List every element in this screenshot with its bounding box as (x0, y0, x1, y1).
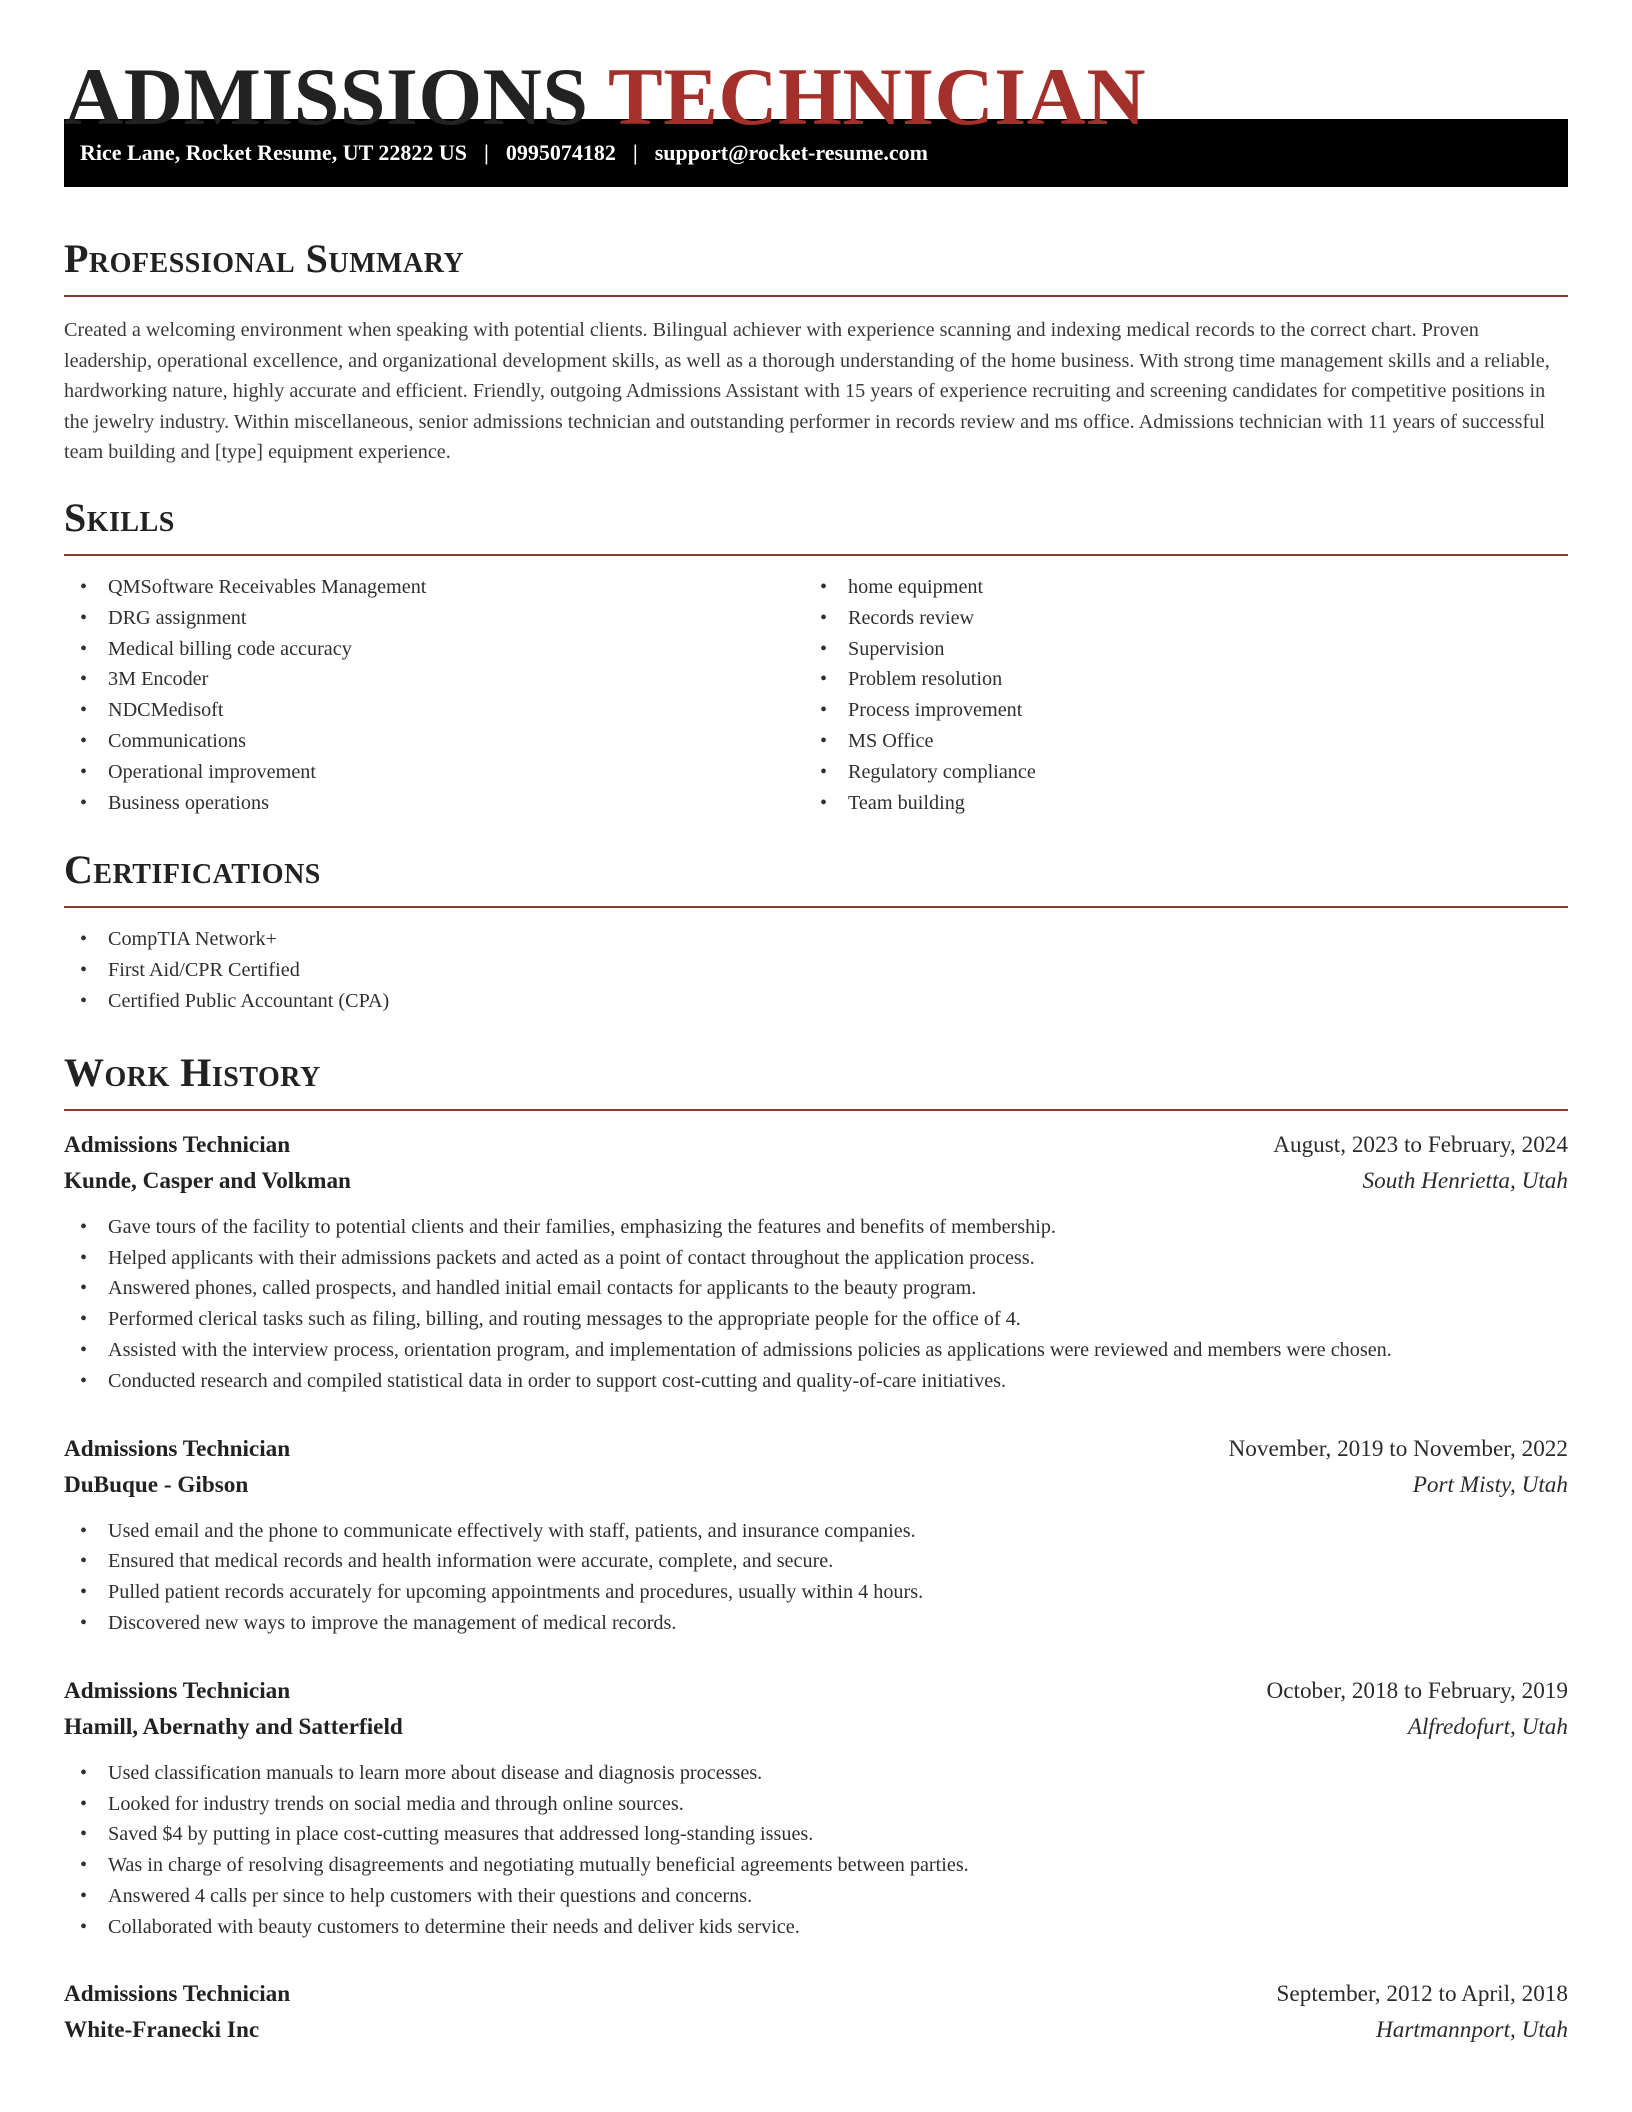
contact-phone: 0995074182 (505, 140, 616, 165)
job-duty-item: • Ensured that medical records and health information were accurate, complete, and secure. (64, 1546, 1568, 1577)
skill-item: • Regulatory compliance (804, 757, 1544, 788)
job-title: Admissions Technician (64, 1131, 291, 1158)
job-duties-list (64, 1758, 1568, 1943)
job-location: Alfredofurt, Utah (1407, 1713, 1568, 1740)
job-company-row (64, 1163, 1568, 1199)
job-duties-list (64, 1516, 1568, 1639)
skill-item: • Team building (804, 788, 1544, 819)
work-history-section (64, 1049, 1568, 2049)
skill-item: • Records review (804, 603, 1544, 634)
skill-item: • MS Office (804, 726, 1544, 757)
job-company: Hamill, Abernathy and Satterfield (64, 1713, 403, 1740)
skill-item: • Business operations (64, 788, 804, 819)
name-last: TECHNICIAN (608, 51, 1147, 142)
job-company-row (64, 1709, 1568, 1745)
skill-item: • Operational improvement (64, 757, 804, 788)
job-duty-item: • Performed clerical tasks such as filing, billing, and routing messages to the appropriate people for the office of 4. (64, 1304, 1568, 1335)
job-header-row (64, 1431, 1568, 1467)
job-company: DuBuque - Gibson (64, 1471, 249, 1498)
section-divider (64, 554, 1568, 556)
skill-item: • Medical billing code accuracy (64, 634, 804, 665)
skills-section (64, 494, 1568, 818)
job-location: Port Misty, Utah (1412, 1471, 1568, 1498)
job-company: White-Franecki Inc (64, 2017, 260, 2044)
section-title-skills: Skills (64, 494, 175, 540)
skill-item: • DRG assignment (64, 603, 804, 634)
job-entry (64, 1127, 1568, 1397)
skill-item: • home equipment (804, 572, 1544, 603)
summary-section (64, 236, 1568, 468)
skills-columns (64, 572, 1568, 818)
job-location: Hartmannport, Utah (1376, 2017, 1568, 2044)
skill-item: • Communications (64, 726, 804, 757)
job-dates: August, 2023 to February, 2024 (1273, 1131, 1568, 1158)
skill-item: • QMSoftware Receivables Management (64, 572, 804, 603)
job-duty-item: • Gave tours of the facility to potential clients and their families, emphasizing the features and benefits of membership. (64, 1212, 1568, 1243)
skill-item: • Process improvement (804, 695, 1544, 726)
contact-email: support@rocket-resume.com (654, 140, 928, 165)
skill-item: • NDCMedisoft (64, 695, 804, 726)
job-dates: November, 2019 to November, 2022 (1228, 1435, 1568, 1462)
certification-item: • Certified Public Accountant (CPA) (64, 986, 1568, 1017)
contact-separator: | (632, 140, 638, 165)
job-title: Admissions Technician (64, 1677, 291, 1704)
skills-list-right (804, 572, 1544, 818)
contact-address: Rice Lane, Rocket Resume, UT 22822 US (80, 140, 468, 165)
job-duty-item: • Assisted with the interview process, orientation program, and implementation of admissions policies as applications were reviewed and members were chosen. (64, 1335, 1568, 1366)
skill-item: • Problem resolution (804, 664, 1544, 695)
job-header-row (64, 1127, 1568, 1163)
skills-list-left (64, 572, 804, 818)
job-entry (64, 1976, 1568, 2048)
job-duty-item: • Answered phones, called prospects, and handled initial email contacts for applicants to the beauty program. (64, 1273, 1568, 1304)
certifications-section (64, 847, 1568, 1016)
job-header-row (64, 1976, 1568, 2012)
job-duty-item: • Used email and the phone to communicate effectively with staff, patients, and insurance companies. (64, 1516, 1568, 1547)
work-history-entries (64, 1127, 1568, 2049)
job-duties-list (64, 1212, 1568, 1397)
job-company: Kunde, Casper and Volkman (64, 1167, 351, 1194)
section-title-summary: Professional Summary (64, 236, 465, 281)
summary-text: Created a welcoming environment when speaking with potential clients. Bilingual achiever with experience scanning and indexing medical records to the correct chart. Proven leadership, operational excellence, and organizational development skills, as well as a thorough understanding of the home business. With strong time management skills and a reliable, hardworking nature, highly accurate and efficient. Friendly, outgoing Admissions Assistant with 15 years of experience recruiting and screening candidates for competitive positions in the jewelry industry. Within miscellaneous, senior admissions technician and outstanding performer in records review and ms office. Admissions technician with 11 years of successful team building and [type] equipment experience. (64, 319, 1550, 464)
job-entry (64, 1431, 1568, 1639)
job-duty-item: • Was in charge of resolving disagreements and negotiating mutually beneficial agreements between parties. (64, 1850, 1568, 1881)
job-duty-item: • Discovered new ways to improve the management of medical records. (64, 1608, 1568, 1639)
section-title-certifications: Certifications (64, 847, 321, 893)
skill-item: • 3M Encoder (64, 664, 804, 695)
job-title: Admissions Technician (64, 1981, 291, 2008)
job-header-row (64, 1673, 1568, 1709)
job-dates: October, 2018 to February, 2019 (1266, 1677, 1568, 1704)
job-title: Admissions Technician (64, 1435, 291, 1462)
job-duty-item: • Helped applicants with their admissions packets and acted as a point of contact throughout the application process. (64, 1243, 1568, 1274)
skill-item: • Supervision (804, 634, 1544, 665)
name-first: ADMISSIONS (64, 51, 589, 142)
job-duty-item: • Looked for industry trends on social media and through online sources. (64, 1789, 1568, 1820)
section-divider (64, 906, 1568, 908)
resume-name (64, 0, 1568, 142)
section-divider (64, 295, 1568, 297)
job-duty-item: • Pulled patient records accurately for upcoming appointments and procedures, usually within 4 hours. (64, 1577, 1568, 1608)
job-entry (64, 1673, 1568, 1943)
job-location: South Henrietta, Utah (1362, 1167, 1568, 1194)
job-duty-item: • Saved $4 by putting in place cost-cutting measures that addressed long-standing issues. (64, 1819, 1568, 1850)
certifications-list (64, 924, 1568, 1016)
job-duty-item: • Collaborated with beauty customers to determine their needs and deliver kids service. (64, 1912, 1568, 1943)
job-duty-item: • Answered 4 calls per since to help customers with their questions and concerns. (64, 1881, 1568, 1912)
job-duty-item: • Conducted research and compiled statistical data in order to support cost-cutting and quality-of-care initiatives. (64, 1366, 1568, 1397)
contact-separator: | (484, 140, 489, 165)
certification-item: • CompTIA Network+ (64, 924, 1568, 955)
job-company-row (64, 2012, 1568, 2048)
job-company-row (64, 1467, 1568, 1503)
job-duty-item: • Used classification manuals to learn more about disease and diagnosis processes. (64, 1758, 1568, 1789)
section-title-work-history: Work History (64, 1049, 321, 1095)
certification-item: • First Aid/CPR Certified (64, 955, 1568, 986)
section-divider (64, 1109, 1568, 1111)
job-dates: September, 2012 to April, 2018 (1276, 1981, 1568, 2008)
